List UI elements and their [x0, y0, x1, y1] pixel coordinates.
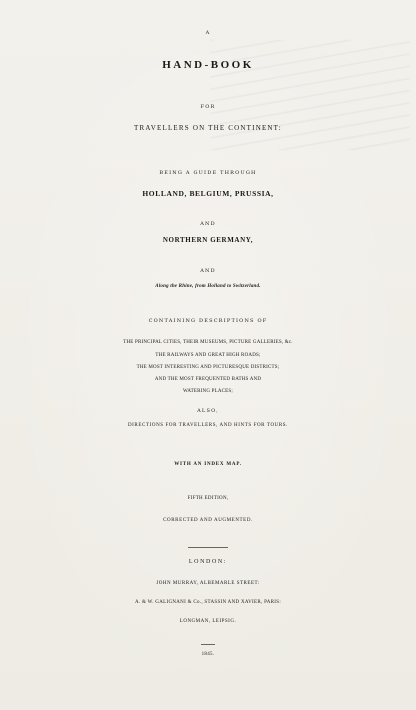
audience-line: TRAVELLERS ON THE CONTINENT: [134, 124, 282, 132]
book-title: HAND-BOOK [162, 59, 254, 71]
imprint-year: 1845. [201, 652, 215, 657]
directions-line: DIRECTIONS FOR TRAVELLERS, AND HINTS FOR TOURS. [127, 423, 289, 428]
description-line: THE MOST INTERESTING AND PICTURESQUE DISTRICTS; [136, 365, 280, 370]
northern-germany-line: NORTHERN GERMANY, [162, 236, 254, 244]
title-article: A [205, 30, 211, 36]
and-line-1: AND [200, 221, 216, 227]
imprint-publisher: JOHN MURRAY, ALBEMARLE STREET: [156, 581, 260, 586]
also-line: ALSO, [197, 408, 219, 414]
imprint-rule [188, 547, 228, 548]
and-line-2: AND [200, 268, 216, 274]
for-label: FOR [200, 104, 216, 110]
description-line: THE PRINCIPAL CITIES, THEIR MUSEUMS, PICTURE GALLERIES, &c. [123, 340, 293, 345]
edition-line: FIFTH EDITION, [187, 496, 229, 501]
countries-line: HOLLAND, BELGIUM, PRUSSIA, [142, 189, 274, 198]
description-line: WATERING PLACES; [182, 389, 233, 394]
rhine-route-line: Along the Rhine, from Holland to Switzerland. [155, 284, 261, 289]
containing-line: CONTAINING DESCRIPTIONS OF [148, 318, 268, 324]
being-a-guide-line: BEING A GUIDE THROUGH [159, 170, 257, 176]
corrected-line: CORRECTED AND AUGMENTED. [163, 518, 253, 523]
index-map-line: WITH AN INDEX MAP. [174, 462, 242, 467]
imprint-city: LONDON: [188, 559, 228, 565]
imprint-agents: A. & W. GALIGNANI & Co., STASSIN AND XAVIER, PARIS: [134, 600, 282, 605]
description-line: THE RAILWAYS AND GREAT HIGH ROADS; [155, 353, 261, 358]
show-through-text [210, 40, 410, 150]
imprint-leipsig: LONGMAN, LEIPSIG. [179, 619, 237, 624]
description-line: AND THE MOST FREQUENTED BATHS AND [154, 377, 262, 382]
year-rule [201, 644, 215, 645]
